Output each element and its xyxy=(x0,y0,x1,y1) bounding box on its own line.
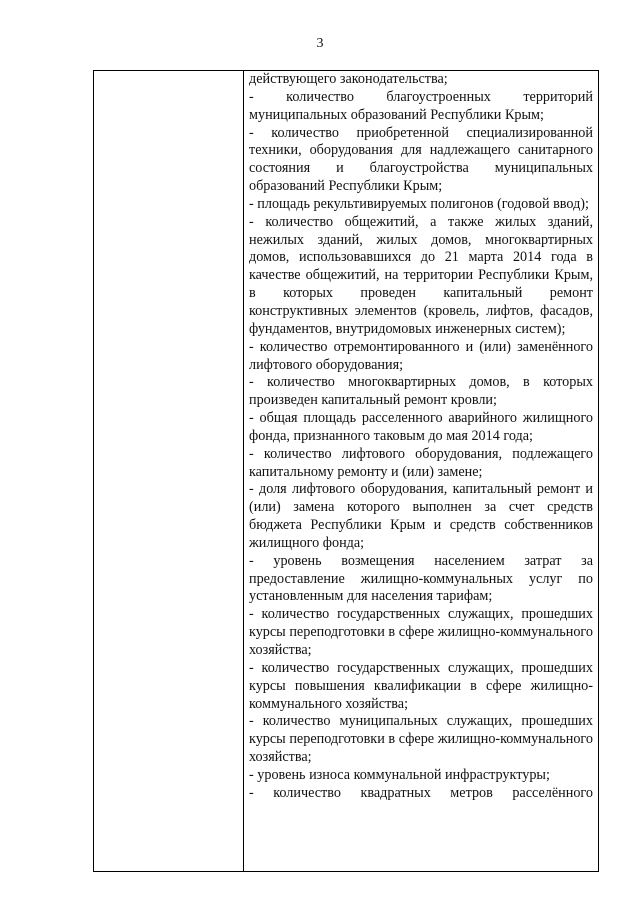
paragraph: - количество лифтового оборудования, подлежащего капитальному ремонту и (или) замене; xyxy=(249,445,593,480)
paragraph: - количество приобретенной специализированной техники, оборудования для надлежащего санитарного состояния и благоустройства муниципальных образований Республики Крым; xyxy=(249,124,593,195)
paragraph: действующего законодательства; xyxy=(249,71,448,87)
paragraph: - количество муниципальных служащих, прошедших курсы переподготовки в сфере жилищно-коммунального хозяйства; xyxy=(249,713,593,766)
page-number: 3 xyxy=(316,36,324,51)
indicators-table xyxy=(93,70,599,872)
paragraph: - количество многоквартирных домов, в которых произведен капитальный ремонт кровли; xyxy=(249,374,593,409)
paragraph: - количество квадратных метров расселённого xyxy=(249,784,593,801)
table-left-column xyxy=(94,71,244,871)
paragraph: - количество общежитий, а также жилых зданий, нежилых зданий, жилых домов, многоквартирных домов, использовавшихся до 21 марта 2014 года в качестве общежитий, на территории Республики Крым, в которых проведен капитальный ремонт конструктивных элементов (кровель, лифтов, фасадов, фундаментов, внутридомовых инженерных систем); xyxy=(249,213,593,337)
table-right-column xyxy=(244,71,598,871)
paragraph: - количество отремонтированного и (или) заменённого лифтового оборудования; xyxy=(249,338,593,373)
paragraph: - доля лифтового оборудования, капитальный ремонт и (или) замена которого выполнен за счет средств бюджета Республики Крым и средств собственников жилищного фонда; xyxy=(249,481,593,551)
paragraph: - площадь рекультивируемых полигонов (годовой ввод); xyxy=(249,195,589,212)
paragraph: - уровень износа коммунальной инфраструктуры; xyxy=(249,766,550,783)
paragraph: - количество государственных служащих, прошедших курсы повышения квалификации в сфере жилищно-коммунального хозяйства; xyxy=(249,659,593,712)
paragraph: - уровень возмещения населением затрат за предоставление жилищно-коммунальных услуг по установленным для населения тарифам; xyxy=(249,552,593,605)
paragraph: - количество благоустроенных территорий муниципальных образований Республики Крым; xyxy=(249,88,593,123)
paragraph: - общая площадь расселенного аварийного жилищного фонда, признанного таковым до мая 2014 года; xyxy=(249,410,593,444)
paragraph: - количество государственных служащих, прошедших курсы переподготовки в сфере жилищно-коммунального хозяйства; xyxy=(249,606,593,658)
